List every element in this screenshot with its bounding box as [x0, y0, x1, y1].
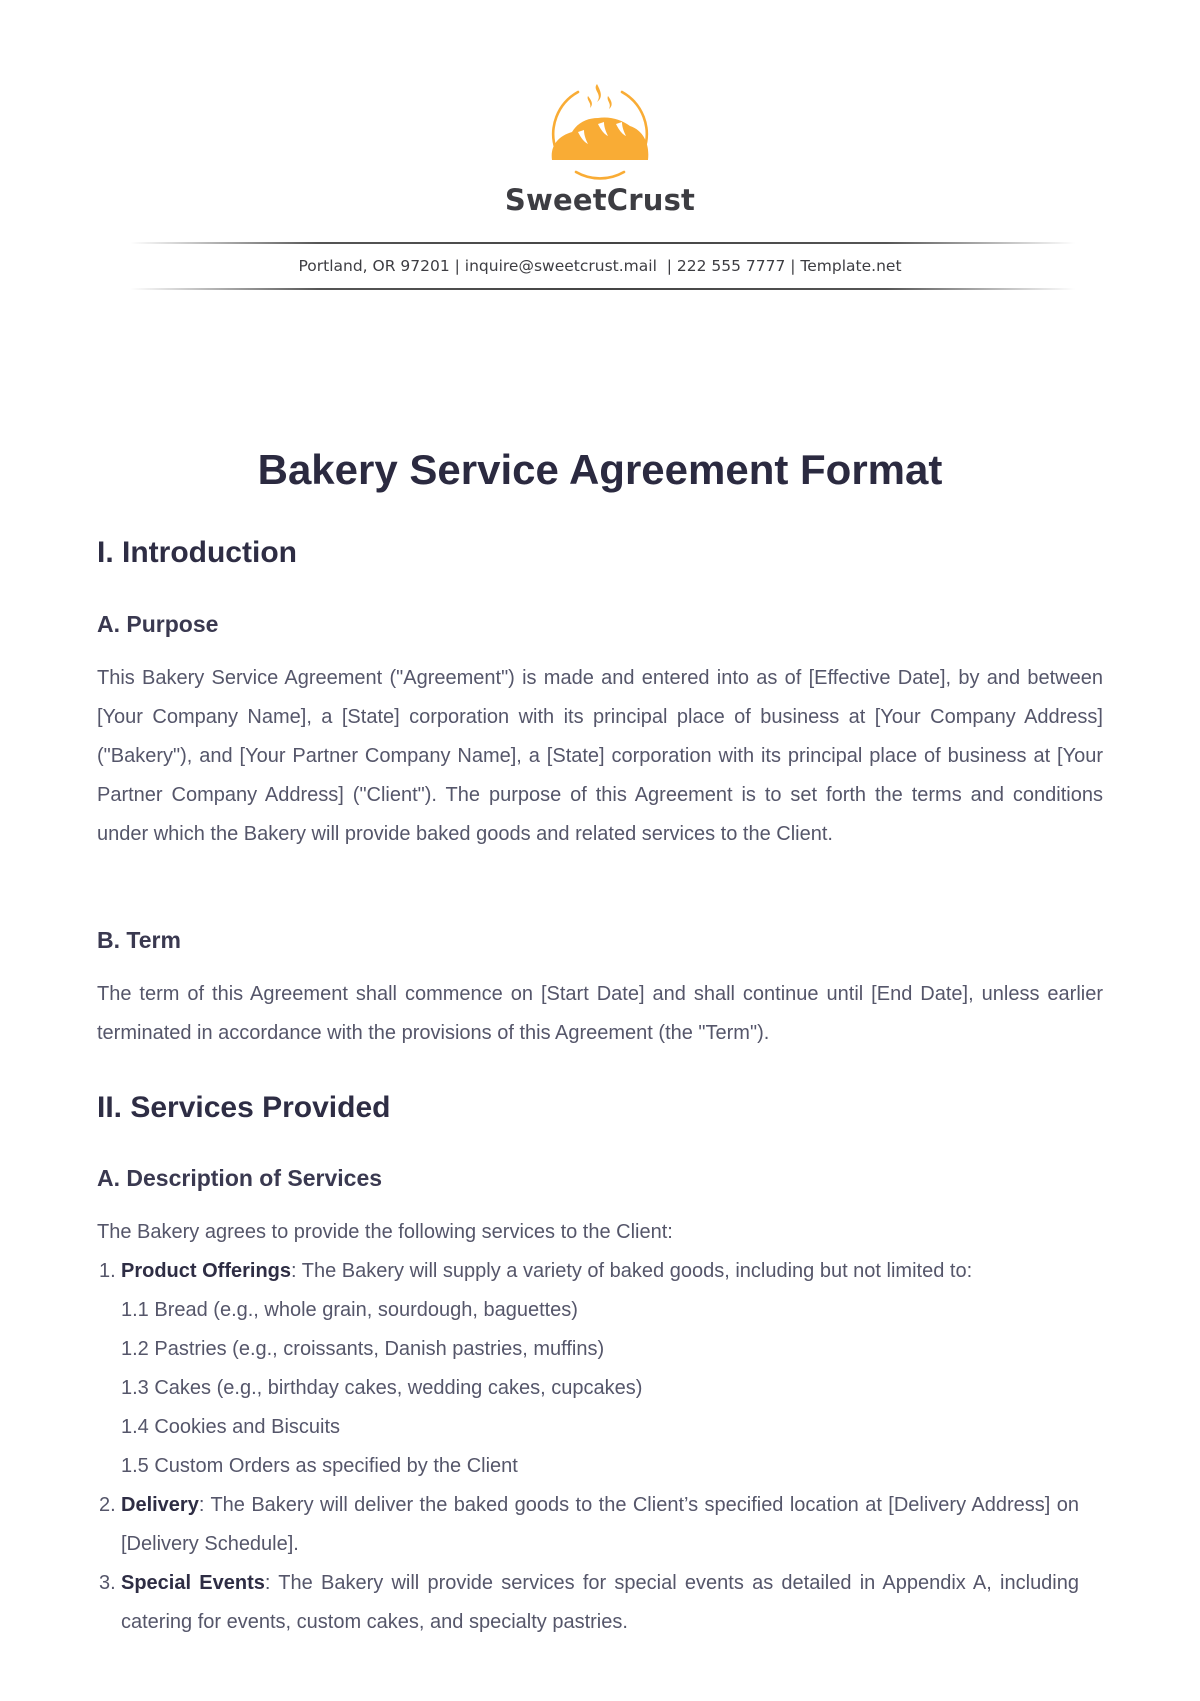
bread-loaf-icon	[548, 80, 652, 184]
letterhead	[0, 0, 1200, 300]
sub-item: 1.4 Cookies and Biscuits	[121, 1416, 341, 1438]
subsection-heading-purpose: A. Purpose	[97, 611, 219, 637]
list-item	[97, 1486, 1079, 1564]
services-intro: The Bakery agrees to provide the following services to the Client:	[97, 1221, 673, 1243]
purpose-paragraph: This Bakery Service Agreement ("Agreement") is made and entered into as of [Effective Date], by and between [Your Company Name], a [State] corporation with its principal place of business at [Your Company Address] ("Bakery"), and [Your Partner Company Name], a [State] corporation with its principal place of business at [Your Partner Company Address] ("Client"). The purpose of this Agreement is to set forth the terms and conditions under which the Bakery will provide baked goods and related services to the Client.	[97, 667, 1103, 845]
term-paragraph: The term of this Agreement shall commence on [Start Date] and shall continue until [End Date], unless earlier terminated in accordance with the provisions of this Agreement (the "Term").	[97, 983, 1103, 1044]
services-list	[97, 1252, 1079, 1642]
list-item-text: : The Bakery will provide services for special events as detailed in Appendix A, including catering for events, custom cakes, and specialty pastries.	[121, 1572, 1079, 1633]
list-item-label: Delivery	[121, 1494, 199, 1516]
header-divider-bottom	[130, 288, 1075, 290]
header-divider-top	[130, 242, 1075, 244]
section-heading-services: II. Services Provided	[97, 1091, 391, 1124]
subsection-heading-term: B. Term	[97, 927, 181, 953]
list-number: 2.	[99, 1494, 116, 1516]
list-number: 3.	[99, 1572, 116, 1594]
section-heading-introduction: I. Introduction	[97, 536, 297, 569]
brand-name: SweetCrust	[504, 183, 696, 217]
list-item	[97, 1252, 1079, 1486]
sub-item: 1.3 Cakes (e.g., birthday cakes, wedding cakes, cupcakes)	[121, 1377, 643, 1399]
list-item-text: : The Bakery will deliver the baked goods to the Client’s specified location at [Delivery Address] on [Delivery Schedule].	[121, 1494, 1079, 1555]
sub-item: 1.2 Pastries (e.g., croissants, Danish pastries, muffins)	[121, 1338, 605, 1360]
list-item-label: Product Offerings	[121, 1260, 292, 1282]
subsection-heading-description: A. Description of Services	[97, 1165, 383, 1191]
sub-item: 1.1 Bread (e.g., whole grain, sourdough, baguettes)	[121, 1299, 578, 1321]
contact-info: Portland, OR 97201 | inquire@sweetcrust.mail | 222 555 7777 | Template.net	[298, 257, 902, 275]
list-number: 1.	[99, 1260, 116, 1282]
document-title: Bakery Service Agreement Format	[257, 446, 943, 493]
list-item-text: : The Bakery will supply a variety of baked goods, including but not limited to:	[291, 1260, 973, 1282]
sub-item: 1.5 Custom Orders as specified by the Client	[121, 1455, 518, 1477]
list-item-label: Special Events	[121, 1572, 265, 1594]
list-item	[97, 1564, 1079, 1642]
